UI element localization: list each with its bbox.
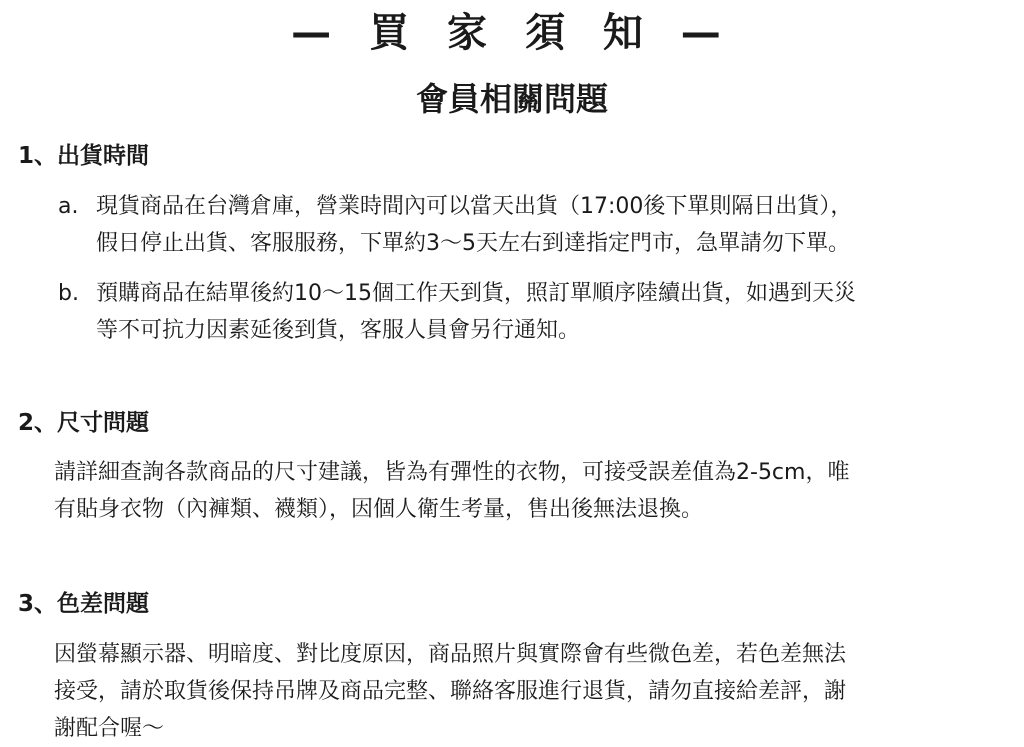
list-item-text: [96, 188, 998, 262]
size-paragraph: [54, 454, 994, 528]
text-line: 請詳細查詢各款商品的尺寸建議，皆為有彈性的衣物，可接受誤差值為2-5cm，唯: [54, 460, 850, 485]
page-subtitle: 會員相關問題: [415, 80, 608, 118]
list-marker: b.: [58, 281, 79, 306]
text-line: 因螢幕顯示器、明暗度、對比度原因，商品照片與實際會有些微色差，若色差無法: [54, 642, 847, 667]
text-line: 有貼身衣物（內褲類、襪類），因個人衛生考量，售出後無法退換。: [54, 497, 704, 522]
text-line: 預購商品在結單後約10～15個工作天到貨，照訂單順序陸續出貨，如遇到天災: [96, 281, 856, 306]
section-heading-color-difference: 3、色差問題: [18, 591, 150, 617]
color-difference-paragraph: [54, 636, 994, 747]
text-line: 等不可抗力因素延後到貨，客服人員會另行通知。: [96, 318, 581, 343]
page-title: — 買 家 須 知 —: [291, 10, 733, 56]
list-item-text: [96, 275, 998, 349]
text-line: 接受，請於取貨後保持吊牌及商品完整、聯絡客服進行退貨，請勿直接給差評，謝: [54, 679, 847, 704]
text-line: 謝配合喔～: [54, 716, 165, 741]
list-item-shipping-a: [58, 188, 998, 262]
list-item-shipping-b: [58, 275, 998, 349]
list-marker: a.: [58, 194, 79, 219]
section-heading-size: 2、尺寸問題: [18, 410, 150, 436]
text-line: 假日停止出貨、客服服務，下單約3～5天左右到達指定門市，急單請勿下單。: [96, 231, 850, 256]
section-heading-shipping-time: 1、出貨時間: [18, 143, 150, 169]
text-line: 現貨商品在台灣倉庫，營業時間內可以當天出貨（17:00後下單則隔日出貨），: [96, 194, 853, 219]
